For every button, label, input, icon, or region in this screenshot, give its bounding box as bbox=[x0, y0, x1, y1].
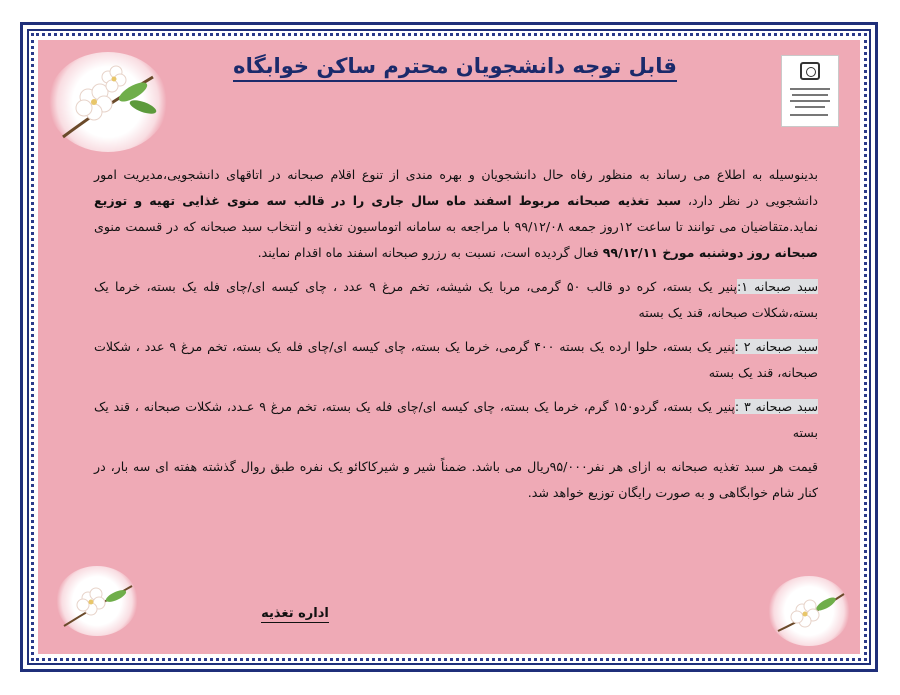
basket-items: پنیر یک بسته، کره دو قالب ۵۰ گرمی، مربا یک شیشه، تخم مرغ ۹ عدد ، چای کیسه ای/چای فله یک بسته، خرما یک بسته،شکلات صبحانه، قند یک بسته bbox=[94, 279, 818, 320]
price-paragraph: قیمت هر سبد تغذیه صبحانه به ازای هر نفر۹۵/۰۰۰ریال می باشد. ضمناً شیر و شیرکاکائو یک نفره طبق روال گذشته هفته ای سه بار، در کنار شام خوابگاهی و به صورت رایگان توزیع خواهد شد. bbox=[94, 459, 818, 500]
page-title-text: قابل توجه دانشجویان محترم ساکن خوابگاه bbox=[233, 54, 677, 82]
basket-3 bbox=[94, 394, 818, 446]
cherry-blossom-icon bbox=[768, 576, 850, 646]
basket-label: سبد صبحانه ۱: bbox=[736, 279, 819, 294]
intro-bold-1: سبد تغذیه صبحانه مربوط اسفند ماه سال جاری را در قالب سه منوی غذایی تهیه و توزیع bbox=[94, 193, 682, 208]
university-logo-icon bbox=[781, 55, 839, 127]
basket-items: پنیر یک بسته، حلوا ارده یک بسته ۴۰۰ گرمی، خرما یک بسته، چای کیسه ای/چای فله یک بسته، تخم مرغ ۹ عدد ، شکلات صبحانه، قند یک بسته bbox=[94, 339, 818, 380]
announcement-body bbox=[94, 162, 818, 506]
intro-bold-2: صبحانه روز دوشنبه مورخ ۹۹/۱۲/۱۱ bbox=[602, 245, 818, 260]
intro-text-1: بدینوسیله به اطلاع می رساند به منظور رفاه حال دانشجویان و بهره مندی از تنوع اقلام صبحانه در اتاقهای دانشجویی،مدیریت امور دانشجویی در نظر دارد، bbox=[94, 167, 818, 208]
cherry-blossom-icon bbox=[56, 566, 138, 636]
intro-paragraph bbox=[94, 162, 818, 266]
basket-1 bbox=[94, 274, 818, 326]
basket-items: پنیر یک بسته، گردو۱۵۰ گرم، خرما یک بسته، چای کیسه ای/چای فله یک بسته، تخم مرغ ۹ عـدد، شکلات صبحانه ، قند یک بسته bbox=[94, 399, 818, 440]
signature bbox=[250, 606, 340, 621]
basket-2 bbox=[94, 334, 818, 386]
page-title bbox=[230, 54, 680, 78]
intro-text-3: فعال گردیده است، نسبت به رزرو صبحانه اسفند ماه اقدام نمایند. bbox=[257, 245, 603, 260]
basket-label: سبد صبحانه ۲ : bbox=[734, 339, 819, 354]
intro-text-2: نماید.متقاضیان می توانند تا ساعت ۱۲روز جمعه ۹۹/۱۲/۰۸ با مراجعه به سامانه اتوماسیون تغذیه و انتخاب سبد صبحانه که در قسمت منوی bbox=[94, 219, 818, 234]
cherry-blossom-icon bbox=[48, 52, 168, 152]
signature-text: اداره تغذیه bbox=[261, 606, 329, 621]
basket-label: سبد صبحانه ۳ : bbox=[734, 399, 819, 414]
